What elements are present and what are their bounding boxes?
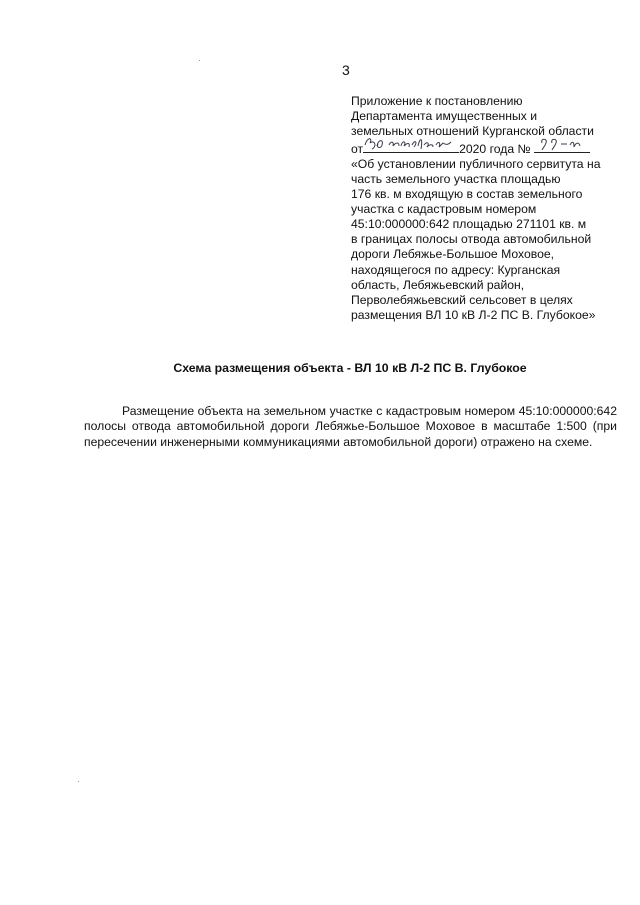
appendix-line: дороги Лебяжье-Большое Моховое, <box>351 247 555 262</box>
appendix-line: в границах полосы отвода автомобильной <box>351 232 592 247</box>
appendix-line: часть земельного участка площадью <box>351 172 561 187</box>
appendix-line: Департамента имущественных и <box>351 109 538 124</box>
appendix-line: 176 кв. м входящую в состав земельного <box>351 187 583 202</box>
handwritten-date <box>363 139 459 153</box>
appendix-line: 45:10:000000:642 площадью 271101 кв. м <box>351 217 587 232</box>
handwritten-number-signature <box>534 133 590 153</box>
appendix-date-line <box>351 139 621 157</box>
scan-speck <box>199 60 200 61</box>
handwritten-date-signature <box>363 133 459 153</box>
appendix-line: Приложение к постановлению <box>351 94 523 108</box>
appendix-line: земельных отношений Курганской области <box>351 124 594 139</box>
appendix-line: находящегося по адресу: Курганская <box>351 262 561 277</box>
appendix-line: область, Лебяжьевский район, <box>351 277 525 292</box>
date-prefix: от <box>351 142 364 157</box>
appendix-line: размещения ВЛ 10 кВ Л-2 ПС В. Глубокое» <box>351 307 596 322</box>
appendix-block <box>351 94 621 323</box>
scan-speck <box>78 781 79 782</box>
appendix-line: Перволебяжьевский сельсовет в целях <box>351 292 573 307</box>
document-heading: Схема размещения объекта - ВЛ 10 кВ Л-2 ПС В. Глубокое <box>173 361 527 375</box>
date-suffix: 2020 года № <box>459 142 531 157</box>
body-paragraph: Размещение объекта на земельном участке с кадастровым номером 45:10:000000:642 полосы отвода автомобильной дороги Лебяжье-Большое Моховое в масштабе 1:500 (при пересечении инженерными коммуникациями автомобильной дороги) отражено на схеме. <box>84 404 617 449</box>
appendix-line: «Об установлении публичного сервитута на <box>351 157 601 172</box>
page-number: 3 <box>342 62 350 78</box>
appendix-line: участка с кадастровым номером <box>351 202 537 217</box>
handwritten-number <box>534 139 590 153</box>
